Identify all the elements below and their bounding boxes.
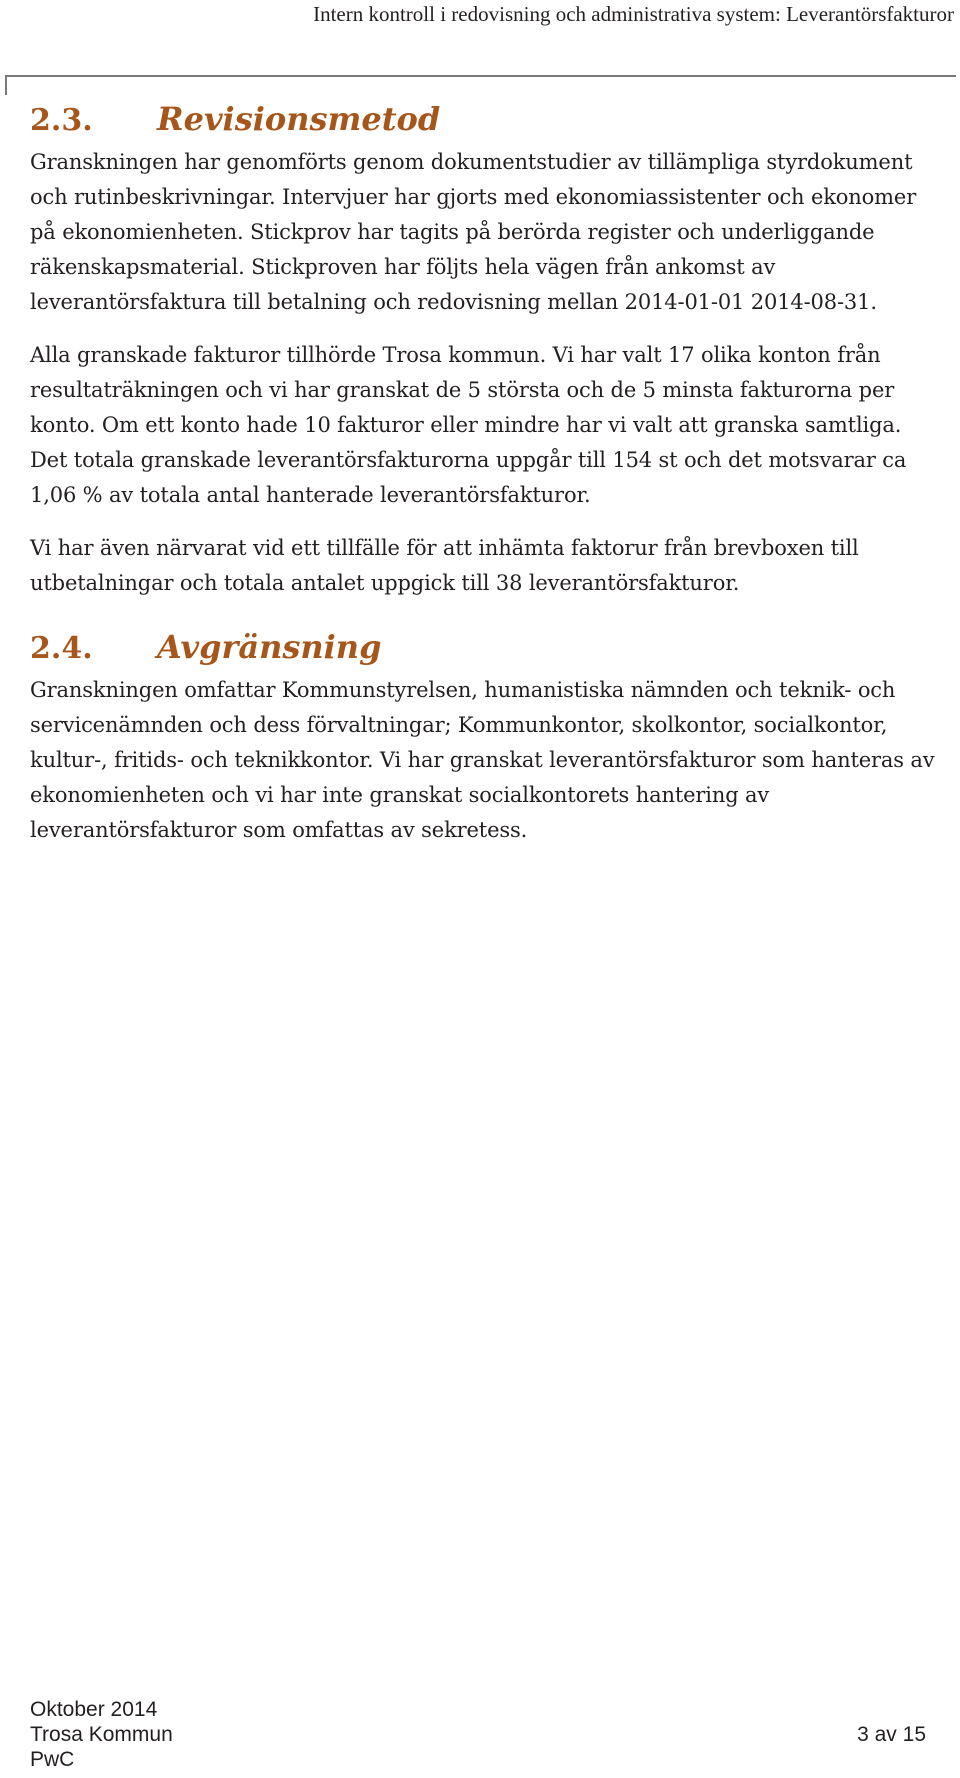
header-rule-tick	[5, 75, 7, 95]
footer-organization: Trosa Kommun	[30, 1723, 173, 1746]
section-heading	[30, 95, 942, 145]
running-header-title: Intern kontroll i redovisning och administrativa system: Leverantörsfakturor	[313, 2, 954, 26]
paragraph: Granskningen omfattar Kommunstyrelsen, humanistiska nämnden och teknik- och servicenämnden och dess förvaltningar; Kommunkontor, skolkontor, socialkontor, kultur-, fritids- och teknikkontor. Vi har granskat leverantörsfakturor som hanteras av ekonomienheten och vi har inte granskat socialkontorets hantering av leverantörsfakturor som omfattas av sekretess.	[30, 678, 935, 842]
paragraph: Granskningen har genomförts genom dokumentstudier av tillämpliga styrdokument och rutinbeskrivningar. Intervjuer har gjorts med ekonomiassistenter och ekonomer på ekonomienheten. Stickprov har tagits på berörda register och underliggande räkenskapsmaterial. Stickproven har följts hela vägen från ankomst av leverantörsfaktura till betalning och redovisning mellan 2014-01-01 2014-08-31.	[30, 150, 917, 314]
page-footer	[30, 1697, 926, 1772]
section-title: Avgränsning	[157, 628, 382, 666]
section-revisionsmetod	[30, 95, 942, 601]
section-number: 2.3.	[30, 103, 93, 138]
header-rule	[5, 75, 956, 77]
paragraph: Alla granskade fakturor tillhörde Trosa kommun. Vi har valt 17 olika konton från resultaträkningen och vi har granskat de 5 största och de 5 minsta fakturorna per konto. Om ett konto hade 10 fakturor eller mindre har vi valt att granska samtliga. Det totala granskade leverantörsfakturorna uppgår till 154 st och det motsvarar ca 1,06 % av totala antal hanterade leverantörsfakturor.	[30, 343, 907, 507]
paragraph: Vi har även närvarat vid ett tillfälle för att inhämta faktorur från brevboxen till utbetalningar och totala antalet uppgick till 38 leverantörsfakturor.	[30, 536, 859, 595]
page-number: 3 av 15	[857, 1723, 926, 1746]
footer-date: Oktober 2014	[30, 1698, 158, 1721]
running-header	[6, 0, 954, 30]
section-avgransning	[30, 623, 942, 848]
footer-company: PwC	[30, 1748, 75, 1771]
section-title: Revisionsmetod	[157, 100, 441, 138]
section-number: 2.4.	[30, 631, 93, 666]
section-heading	[30, 623, 942, 673]
page-body	[30, 95, 942, 848]
